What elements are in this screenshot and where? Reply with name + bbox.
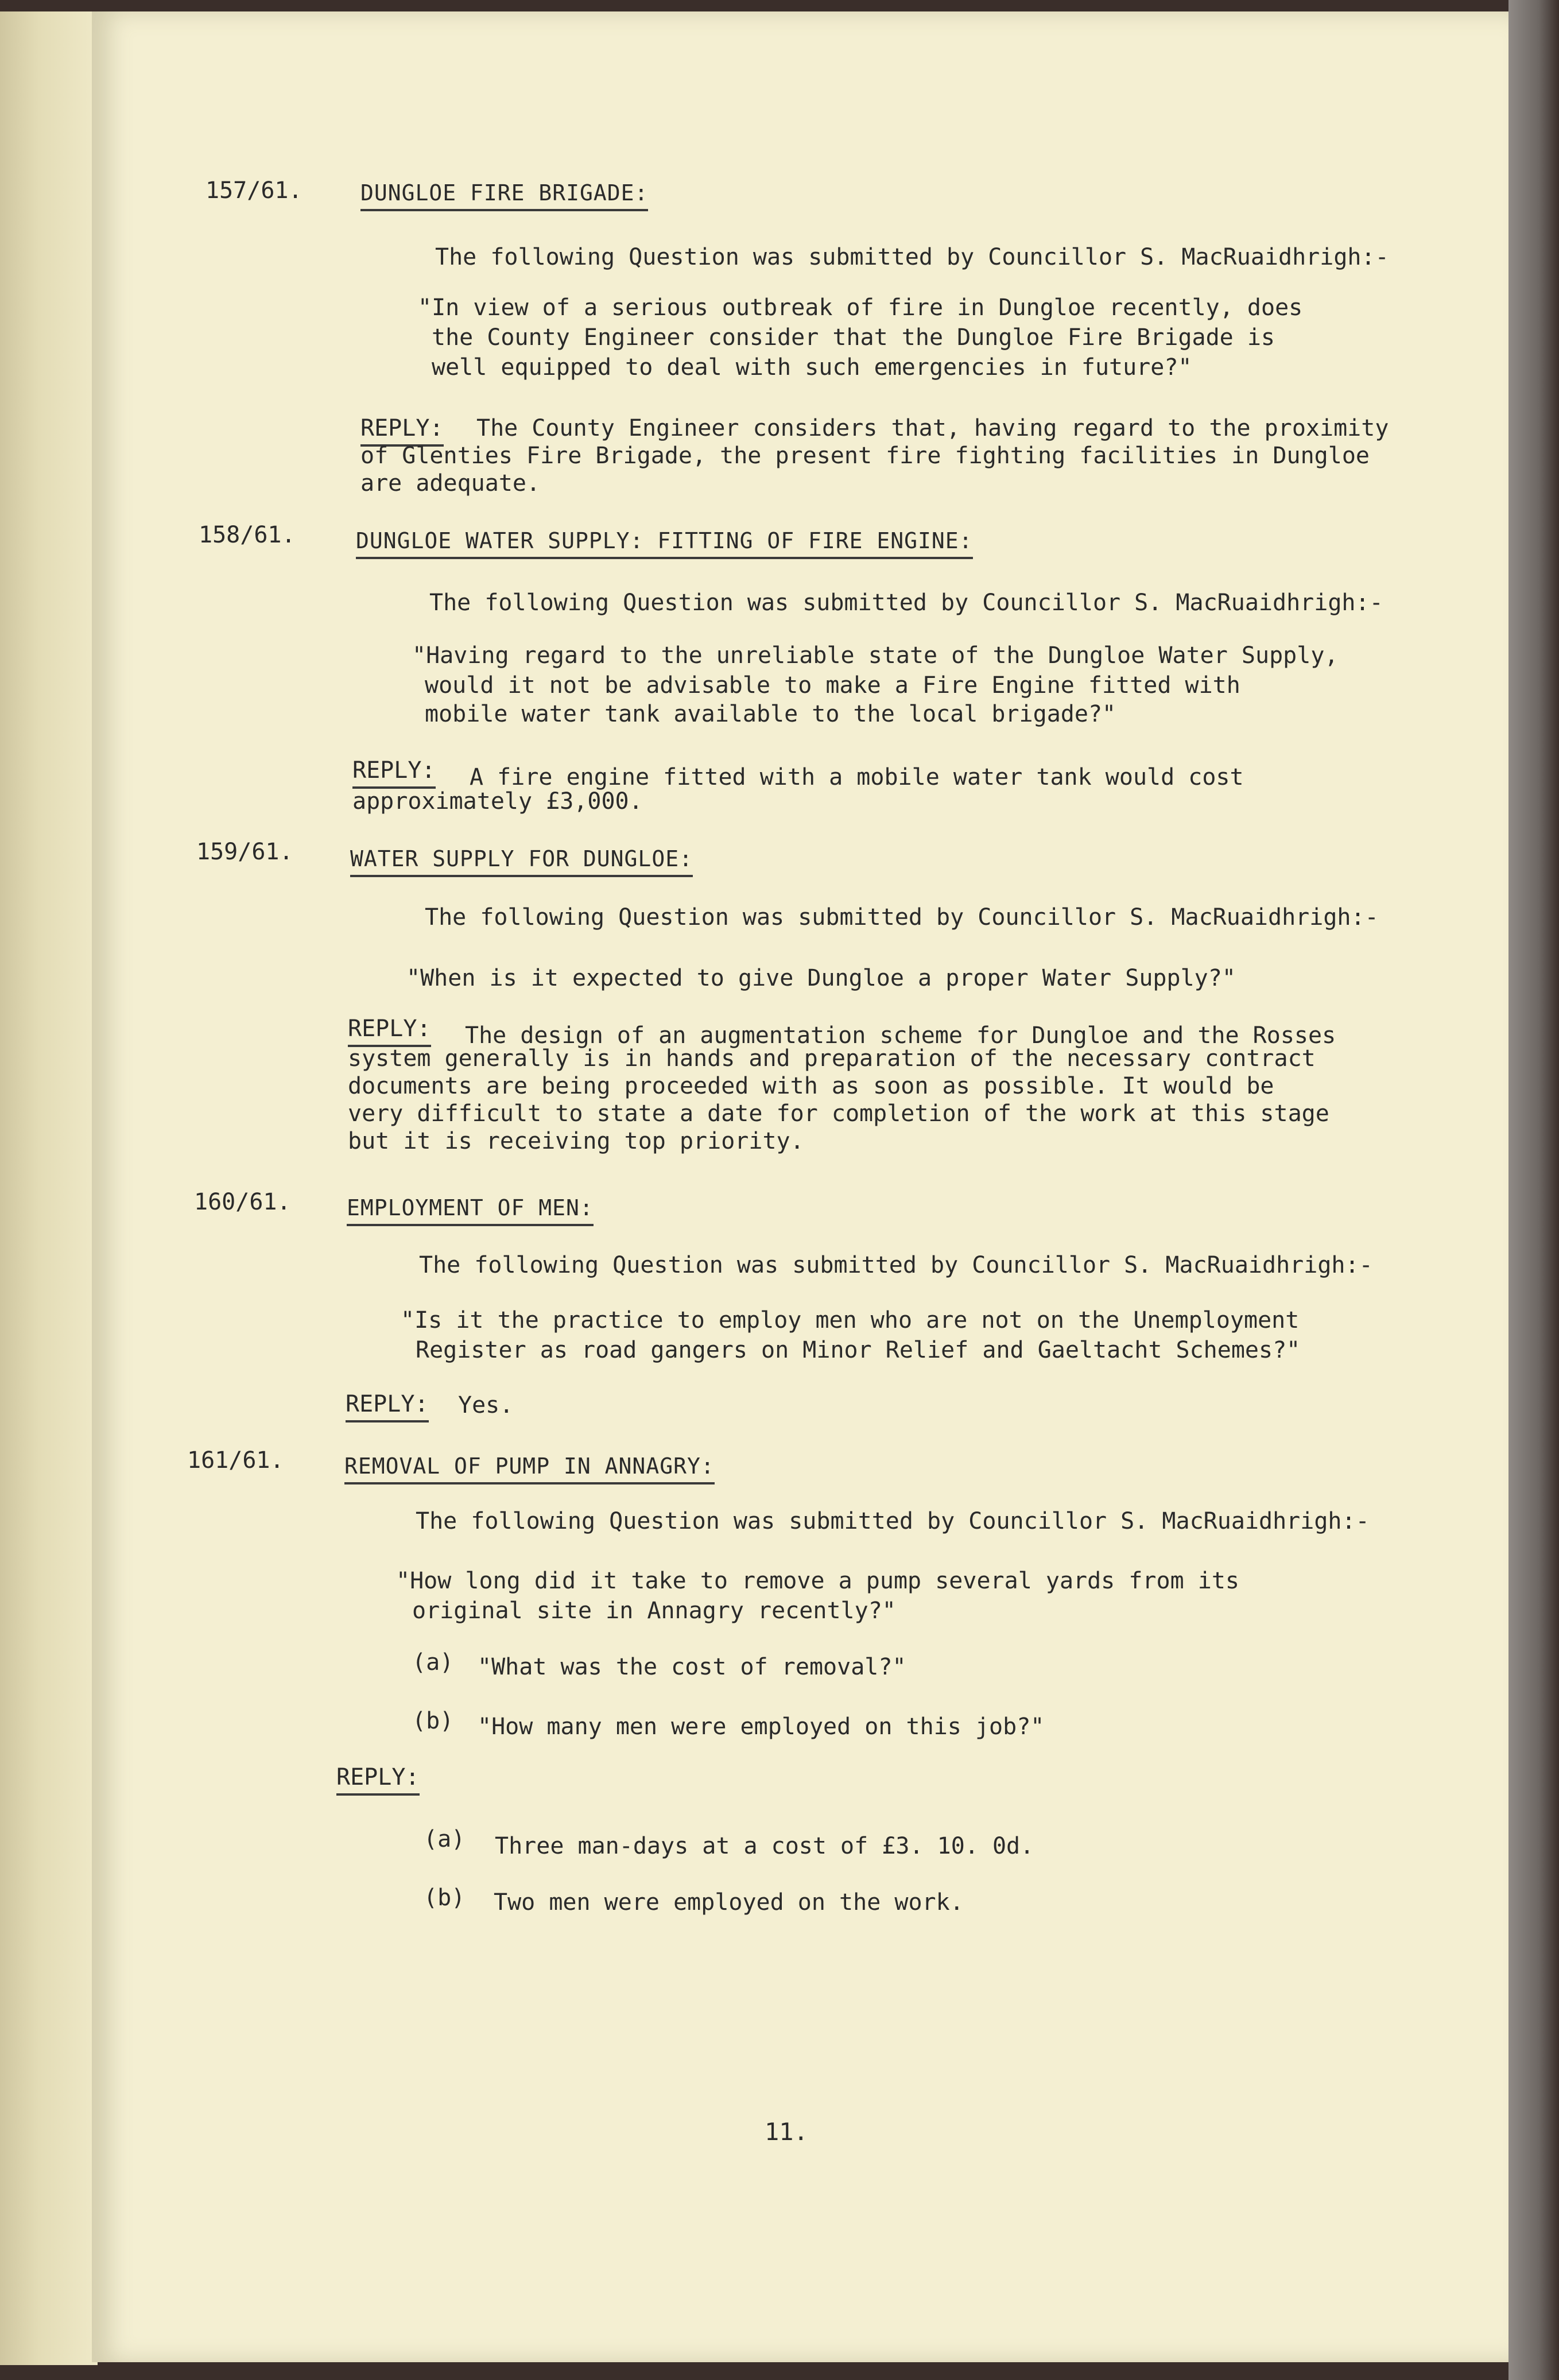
subreply-text: Two men were employed on the work. xyxy=(494,1889,964,1916)
reply-label: REPLY: xyxy=(336,1763,420,1796)
question-line: "Having regard to the unreliable state of the Dungloe Water Supply, xyxy=(412,642,1339,669)
reply-line: The County Engineer considers that, having regard to the proximity xyxy=(476,415,1389,441)
question-line: Register as road gangers on Minor Relief and Gaeltacht Schemes?" xyxy=(416,1337,1301,1363)
question-line: "In view of a serious outbreak of fire in Dungloe recently, does xyxy=(418,294,1303,321)
reply-line: system generally is in hands and preparation of the necessary contract xyxy=(348,1045,1316,1072)
page-number: 11. xyxy=(765,2118,808,2146)
reply-line: approximately £3,000. xyxy=(352,788,643,815)
subquestion-label: (a) xyxy=(412,1649,454,1676)
subquestion-text: "How many men were employed on this job?" xyxy=(478,1714,1045,1740)
item-intro: The following Question was submitted by Councillor S. MacRuaidhrigh:- xyxy=(416,1508,1370,1534)
question-line: original site in Annagry recently?" xyxy=(412,1598,896,1624)
question-line: would it not be advisable to make a Fire Engine fitted with xyxy=(425,672,1240,699)
reply-line: of Glenties Fire Brigade, the present fire fighting facilities in Dungloe xyxy=(360,443,1370,469)
subquestion-label: (b) xyxy=(412,1708,454,1734)
reply-line: very difficult to state a date for completion of the work at this stage xyxy=(348,1100,1329,1127)
question-line: "How long did it take to remove a pump several yards from its xyxy=(396,1568,1240,1594)
reply-label: REPLY: xyxy=(352,757,436,789)
item-heading: DUNGLOE FIRE BRIGADE: xyxy=(360,179,648,211)
subreply-label: (a) xyxy=(424,1826,466,1852)
reply-label: REPLY: xyxy=(348,1015,431,1047)
reply-label: REPLY: xyxy=(360,414,444,447)
question-line: "When is it expected to give Dungloe a proper Water Supply?" xyxy=(406,965,1236,991)
question-line: well equipped to deal with such emergencies in future?" xyxy=(432,354,1192,381)
item-number: 158/61. xyxy=(199,522,296,548)
item-number: 157/61. xyxy=(205,177,303,204)
reply-line: but it is receiving top priority. xyxy=(348,1128,804,1154)
item-intro: The following Question was submitted by Councillor S. MacRuaidhrigh:- xyxy=(435,244,1389,270)
item-heading: EMPLOYMENT OF MEN: xyxy=(347,1194,594,1226)
item-heading: DUNGLOE WATER SUPPLY: FITTING OF FIRE ENGINE: xyxy=(356,527,973,559)
item-heading: REMOVAL OF PUMP IN ANNAGRY: xyxy=(344,1452,715,1484)
reply-line: documents are being proceeded with as soon as possible. It would be xyxy=(348,1073,1274,1099)
subreply-text: Three man-days at a cost of £3. 10. 0d. xyxy=(495,1833,1034,1859)
item-intro: The following Question was submitted by Councillor S. MacRuaidhrigh:- xyxy=(419,1252,1373,1278)
item-number: 161/61. xyxy=(187,1447,284,1474)
item-intro: The following Question was submitted by Councillor S. MacRuaidhrigh:- xyxy=(429,590,1383,616)
subquestion-text: "What was the cost of removal?" xyxy=(478,1654,906,1680)
question-line: mobile water tank available to the local brigade?" xyxy=(425,701,1116,727)
question-line: "Is it the practice to employ men who are not on the Unemployment xyxy=(401,1307,1300,1334)
reply-line: are adequate. xyxy=(360,470,541,497)
reply-line: A fire engine fitted with a mobile water tank would cost xyxy=(470,764,1244,790)
item-intro: The following Question was submitted by Councillor S. MacRuaidhrigh:- xyxy=(425,904,1379,931)
subreply-label: (b) xyxy=(424,1885,466,1911)
question-line: the County Engineer consider that the Dungloe Fire Brigade is xyxy=(432,324,1275,351)
reply-line: Yes. xyxy=(458,1392,514,1418)
reply-line: The design of an augmentation scheme for Dungloe and the Rosses xyxy=(465,1022,1336,1049)
item-number: 159/61. xyxy=(196,839,293,865)
item-number: 160/61. xyxy=(194,1189,291,1215)
item-heading: WATER SUPPLY FOR DUNGLOE: xyxy=(350,845,693,877)
reply-label: REPLY: xyxy=(346,1390,429,1422)
